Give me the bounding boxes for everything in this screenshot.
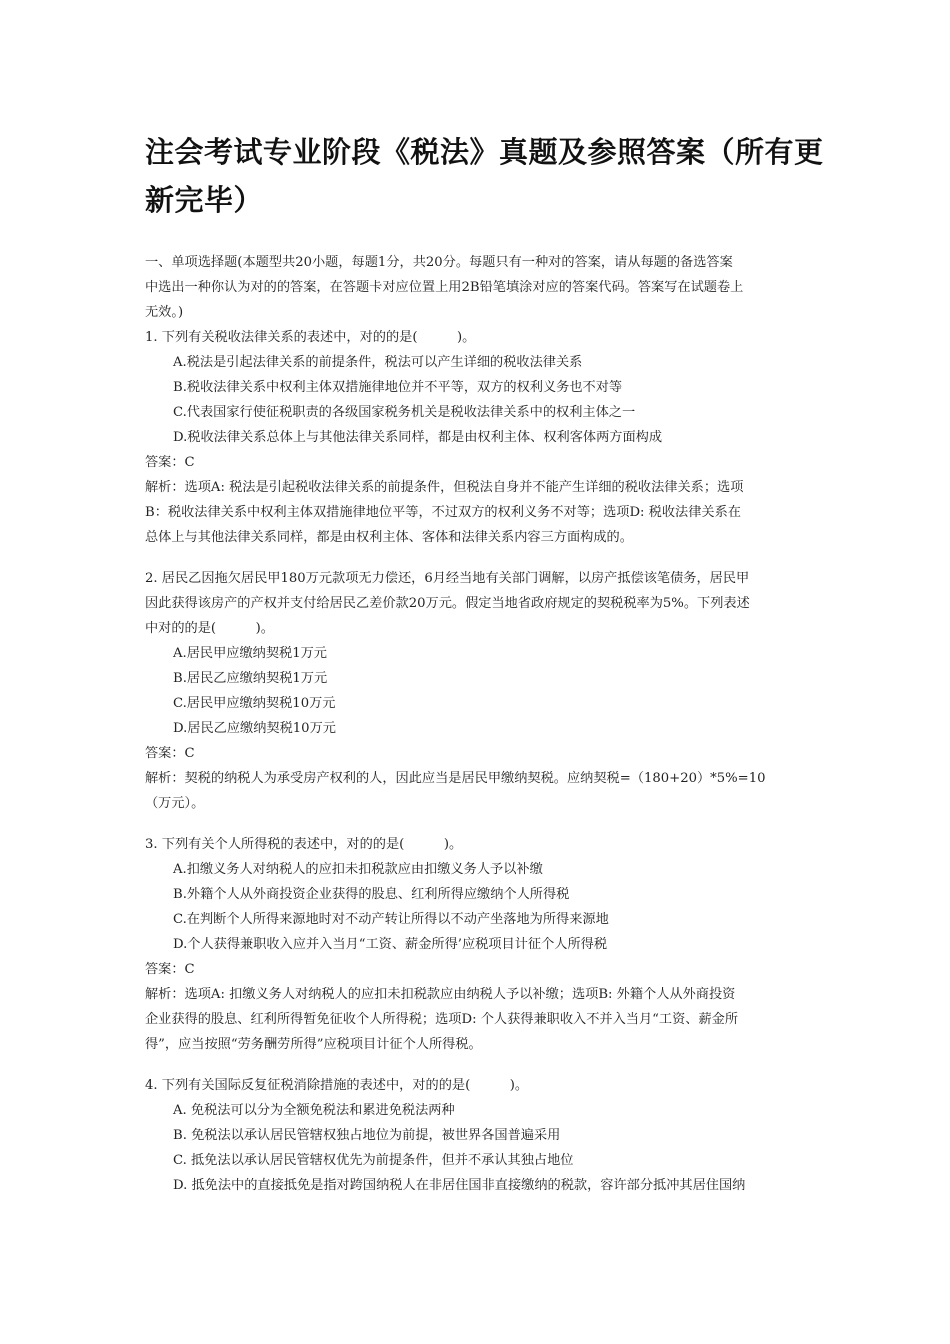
analysis-line: 解析：选项A: 税法是引起税收法律关系的前提条件，但税法自身并不能产生详细的税收法律关系；选项 <box>145 480 744 495</box>
question-stem: 1. 下列有关税收法律关系的表述中，对的的是( )。 <box>145 330 476 345</box>
answer: 答案：C <box>145 746 195 761</box>
title-line: 注会考试专业阶段《税法》真题及参照答案（所有更 <box>145 135 824 169</box>
analysis-line: （万元）。 <box>145 796 205 811</box>
option-d: D. 抵免法中的直接抵免是指对跨国纳税人在非居住国非直接缴纳的税款，容许部分抵冲其居住国纳 <box>173 1178 746 1193</box>
analysis-line: 企业获得的股息、红利所得暂免征收个人所得税；选项D: 个人获得兼职收入不并入当月“工资、薪金所 <box>145 1012 739 1027</box>
analysis-line: B：税收法律关系中权利主体双措施律地位平等，不过双方的权利义务不对等；选项D: 税收法律关系在 <box>145 505 741 520</box>
intro-line: 无效。) <box>145 305 184 320</box>
analysis-line: 得”，应当按照“劳务酬劳所得”应税项目计征个人所得税。 <box>145 1037 482 1052</box>
option-a: A.居民甲应缴纳契税1万元 <box>173 646 327 661</box>
page-title <box>145 128 825 224</box>
question-1 <box>145 325 810 550</box>
question-stem: 2. 居民乙因拖欠居民甲180万元款项无力偿还，6月经当地有关部门调解，以房产抵偿该笔债务，居民甲 <box>145 571 750 586</box>
spacer <box>145 816 810 832</box>
option-d: D.居民乙应缴纳契税10万元 <box>173 721 336 736</box>
question-3 <box>145 832 810 1057</box>
intro-line: 一、单项选择题(本题型共20小题，每题1分，共20分。每题只有一种对的答案，请从每题的备选答案 <box>145 255 733 270</box>
question-4 <box>145 1073 810 1198</box>
option-d: D.个人获得兼职收入应并入当月“工资、薪金所得’应税项目计征个人所得税 <box>173 937 608 952</box>
question-stem: 中对的的是( )。 <box>145 621 274 636</box>
analysis-line: 解析：选项A: 扣缴义务人对纳税人的应扣未扣税款应由纳税人予以补缴；选项B: 外籍个人从外商投资 <box>145 987 736 1002</box>
option-a: A.税法是引起法律关系的前提条件，税法可以产生详细的税收法律关系 <box>173 355 583 370</box>
option-b: B.外籍个人从外商投资企业获得的股息、红利所得应缴纳个人所得税 <box>173 887 570 902</box>
analysis-line: 总体上与其他法律关系同样，都是由权利主体、客体和法律关系内容三方面构成的。 <box>145 530 633 545</box>
answer: 答案：C <box>145 455 195 470</box>
option-c: C.居民甲应缴纳契税10万元 <box>173 696 336 711</box>
analysis-line: 解析：契税的纳税人为承受房产权利的人，因此应当是居民甲缴纳契税。应纳契税=（180+20）*5%=10 <box>145 771 766 786</box>
option-a: A. 免税法可以分为全额免税法和累进免税法两种 <box>173 1103 455 1118</box>
spacer <box>145 1057 810 1073</box>
document-body <box>145 250 810 1198</box>
option-d: D.税收法律关系总体上与其他法律关系同样，都是由权利主体、权利客体两方面构成 <box>173 430 663 445</box>
question-stem: 因此获得该房产的产权并支付给居民乙差价款20万元。假定当地省政府规定的契税税率为5%。下列表述 <box>145 596 750 611</box>
intro-line: 中选出一种你认为对的的答案，在答题卡对应位置上用2B铅笔填涂对应的答案代码。答案写在试题卷上 <box>145 280 744 295</box>
option-c: C.代表国家行使征税职责的各级国家税务机关是税收法律关系中的权利主体之一 <box>173 405 636 420</box>
title-line: 新完毕） <box>145 183 264 217</box>
option-a: A.扣缴义务人对纳税人的应扣未扣税款应由扣缴义务人予以补缴 <box>173 862 543 877</box>
answer: 答案：C <box>145 962 195 977</box>
question-stem: 4. 下列有关国际反复征税消除措施的表述中，对的的是( )。 <box>145 1078 529 1093</box>
section-intro <box>145 250 810 325</box>
question-2 <box>145 566 810 816</box>
option-c: C.在判断个人所得来源地时对不动产转让所得以不动产坐落地为所得来源地 <box>173 912 609 927</box>
spacer <box>145 550 810 566</box>
option-b: B.居民乙应缴纳契税1万元 <box>173 671 328 686</box>
option-b: B. 免税法以承认居民管辖权独占地位为前提，被世界各国普遍采用 <box>173 1128 561 1143</box>
option-b: B.税收法律关系中权利主体双措施律地位并不平等，双方的权利义务也不对等 <box>173 380 623 395</box>
option-c: C. 抵免法以承认居民管辖权优先为前提条件，但并不承认其独占地位 <box>173 1153 574 1168</box>
question-stem: 3. 下列有关个人所得税的表述中，对的的是( )。 <box>145 837 463 852</box>
